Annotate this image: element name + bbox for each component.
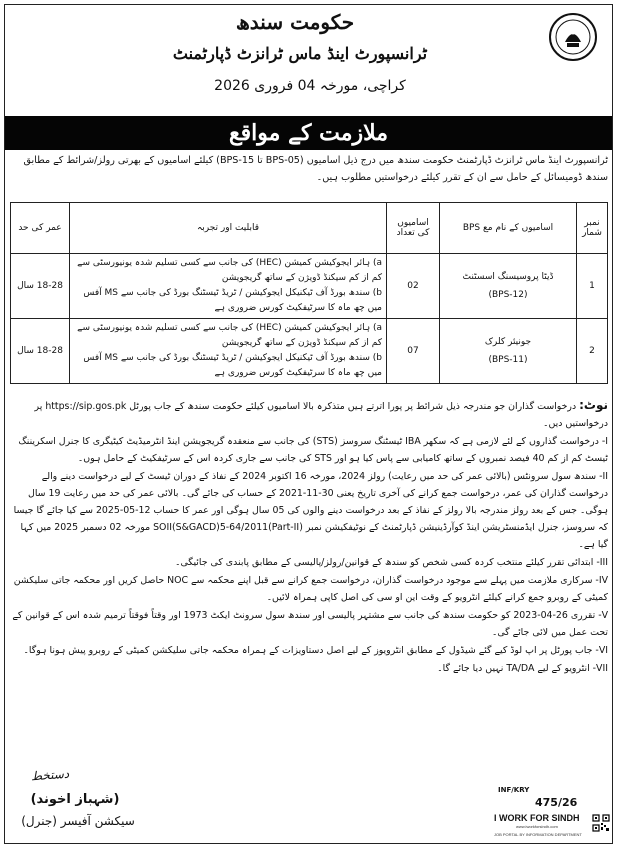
row-post-name <box>440 254 577 319</box>
header-post-count: اسامیوں کی تعداد <box>387 203 440 254</box>
row-post-name <box>440 319 577 384</box>
notes-intro-text: درخواست گذاران جو مندرجہ ذیل شرائط پر پورا اترتے ہیں متذکرہ بالا اسامیوں کیلئے حکومت سندھ کے جاب پورٹل https://sip.gos.pk پر درخواستیں دیں۔ <box>34 401 608 429</box>
row-serial-no: 2 <box>577 319 608 384</box>
note-item-2: II- سندھ سول سرونٹس (بالائی عمر کی حد میں رعایت) رولز 2024، مورخہ 16 اکتوبر 2024 کے نفاذ کے دوران ٹیسٹ کے لیے درخواست دینے والے درخواست گذاران کی عمر، درخواست جمع کرانے کی آخری تاریخ یعنی 30-11-2021 کے حساب کی جائے گی۔ بالائی عمر کی حد میں رعایت 19 سال ہوگی۔ جس کے بعد رولز مندرجہ بالا رولز کے نفاذ کے بعد درخواست دینے والوں کی 05 سال ہوگی اور عمر کا حساب 12-05-2025 سے کیا جائے گا جیسا کہ سروسز، جنرل ایڈمنسٹریشن اینڈ کوآرڈینیشن ڈپارٹمنٹ کے نوٹیفکیشن نمبر SOII(S&GACD)5-64/2011(Part-II) مورخہ 02 دسمبر 2025 میں کہا گیا ہے۔ <box>13 471 608 550</box>
date-line: کراچی، مورخہ 04 فروری 2026 <box>214 78 406 94</box>
header-post-name: اسامیوں کے نام مع BPS <box>440 203 577 254</box>
qualification-a: a) ہائر ایجوکیشن کمیشن (HEC) کی جانب سے کسی تسلیم شدہ یونیورسٹی سے کم از کم سیکنڈ ڈویژن کے ساتھ گریجویشن <box>77 323 382 348</box>
note-item-5: V- تقرری 26-04-2023 کو حکومت سندھ کی جانب سے مشتہر پالیسی اور سندھ سول سرونٹ ایکٹ 1973 اور وقتاً فوقتاً ترمیم شدہ اس کے قوانین کے تحت عمل میں لائی جائے گی۔ <box>12 610 608 638</box>
qualification-a: a) ہائر ایجوکیشن کمیشن (HEC) کی جانب سے کسی تسلیم شدہ یونیورسٹی سے کم از کم سیکنڈ ڈویژن کے ساتھ گریجویشن <box>77 258 382 283</box>
positions-table <box>10 202 608 384</box>
qualification-b: b) سندھ بورڈ آف ٹیکنیکل ایجوکیشن / ٹریڈ ٹیسٹنگ بورڈ کی جانب سے MS آفس میں چھ ماہ کا سرٹیفکیٹ کورس ضروری ہے <box>83 353 382 378</box>
row-post-count: 02 <box>387 254 440 319</box>
job-opportunities-banner: ملازمت کے مواقع <box>5 116 612 150</box>
row-qualification <box>70 254 387 319</box>
header-qualification: قابلیت اور تجربہ <box>70 203 387 254</box>
notes-section <box>10 397 608 678</box>
signature-mark: دستخط <box>30 766 70 784</box>
government-heading: حکومت سندھ <box>235 10 355 34</box>
notes-title: نوٹ: <box>579 398 608 412</box>
table-row <box>11 319 608 384</box>
post-title: ڈیٹا پروسیسنگ اسسٹنٹ <box>462 272 554 282</box>
note-item-3: III- ابتدائی تقرر کیلئے منتخب کردہ کسی شخص کو سندھ کے قوانین/رولز/پالیسی کے مطابق پابندی کی جائیگی۔ <box>174 557 608 568</box>
header-serial-no: نمبر شمار <box>577 203 608 254</box>
note-item-4: IV- سرکاری ملازمت میں پہلے سے موجود درخواست گذاران، درخواست جمع کرانے سے قبل اپنے محکمہ سے NOC حاصل کریں اور محکمہ جاتی سلیکشن کمیٹی کے روبرو جمع کرانے کیلئے انٹرویو کے وقت این او سی کی اصل کاپی ہمراہ لائیں۔ <box>13 575 608 603</box>
row-serial-no: 1 <box>577 254 608 319</box>
row-post-count: 07 <box>387 319 440 384</box>
post-bps: (BPS-12) <box>488 290 528 300</box>
government-of-sindh-seal-icon <box>548 12 598 62</box>
notes-intro <box>10 397 608 432</box>
i-work-for-sindh-logo <box>492 810 592 838</box>
header-age-limit: عمر کی حد <box>11 203 70 254</box>
post-bps: (BPS-11) <box>488 355 528 365</box>
qualification-b: b) سندھ بورڈ آف ٹیکنیکل ایجوکیشن / ٹریڈ ٹیسٹنگ بورڈ کی جانب سے MS آفس میں چھ ماہ کا سرٹیفکیٹ کورس ضروری ہے <box>83 288 382 313</box>
note-item-6: VI- جاب پورٹل پر اپ لوڈ کیے گئے شیڈول کے مطابق انٹرویوز کے لیے اصل دستاویزات کے ہمراہ محکمہ جاتی سلیکشن کمیٹی کے روبرو پیش ہونا ہوگا۔ <box>23 645 608 656</box>
reference-number: 475/26 <box>535 796 578 809</box>
logo-title: I WORK FOR SINDH <box>494 813 580 823</box>
intro-paragraph: ٹرانسپورٹ اینڈ ماس ٹرانزٹ ڈپارٹمنٹ حکومت سندھ میں درج ذیل اسامیوں (BPS-05 تا BPS-15) کیلئے اسامیوں کے بھرتی رولز/شرائط کے مطابق سندھ ڈومیسائل کے حامل سے ان کے تقرر کیلئے درخواستیں مطلوب ہیں۔ <box>23 155 608 183</box>
qr-code-icon <box>592 814 610 832</box>
note-item-7: VII- انٹرویو کے لیے TA/DA نہیں دیا جائے گا۔ <box>437 663 608 674</box>
row-qualification <box>70 319 387 384</box>
table-row <box>11 254 608 319</box>
reference-label: INF/KRY <box>498 786 530 794</box>
officer-title: سیکشن آفیسر (جنرل) <box>21 814 135 828</box>
post-title: جونیئر کلرک <box>484 337 532 347</box>
table-header-row <box>11 203 608 254</box>
row-age-limit: 18-28 سال <box>11 254 70 319</box>
department-heading: ٹرانسپورٹ اینڈ ماس ٹرانزٹ ڈپارٹمنٹ <box>172 44 428 63</box>
row-age-limit: 18-28 سال <box>11 319 70 384</box>
logo-caption: JOB PORTAL BY INFORMATION DEPARTMENT <box>494 832 582 837</box>
officer-name: (شہباز اخوند) <box>30 792 120 807</box>
note-item-1: I- درخواست گذاروں کے لئے لازمی ہے کہ سکھر IBA ٹیسٹنگ سروسز (STS) کی جانب سے منعقدہ گریجویشن اینڈ انٹرمیڈیٹ کیٹیگری کا جنرل اسکریننگ ٹیسٹ کم از کم 40 فیصد نمبروں کے ساتھ کامیابی سے پاس کیا ہو اور STS کی جانب سے جاری کردہ اس کے سرٹیفکیٹ کے حامل ہوں۔ <box>18 436 608 464</box>
logo-url: www.iworkforsindh.com <box>516 824 558 829</box>
